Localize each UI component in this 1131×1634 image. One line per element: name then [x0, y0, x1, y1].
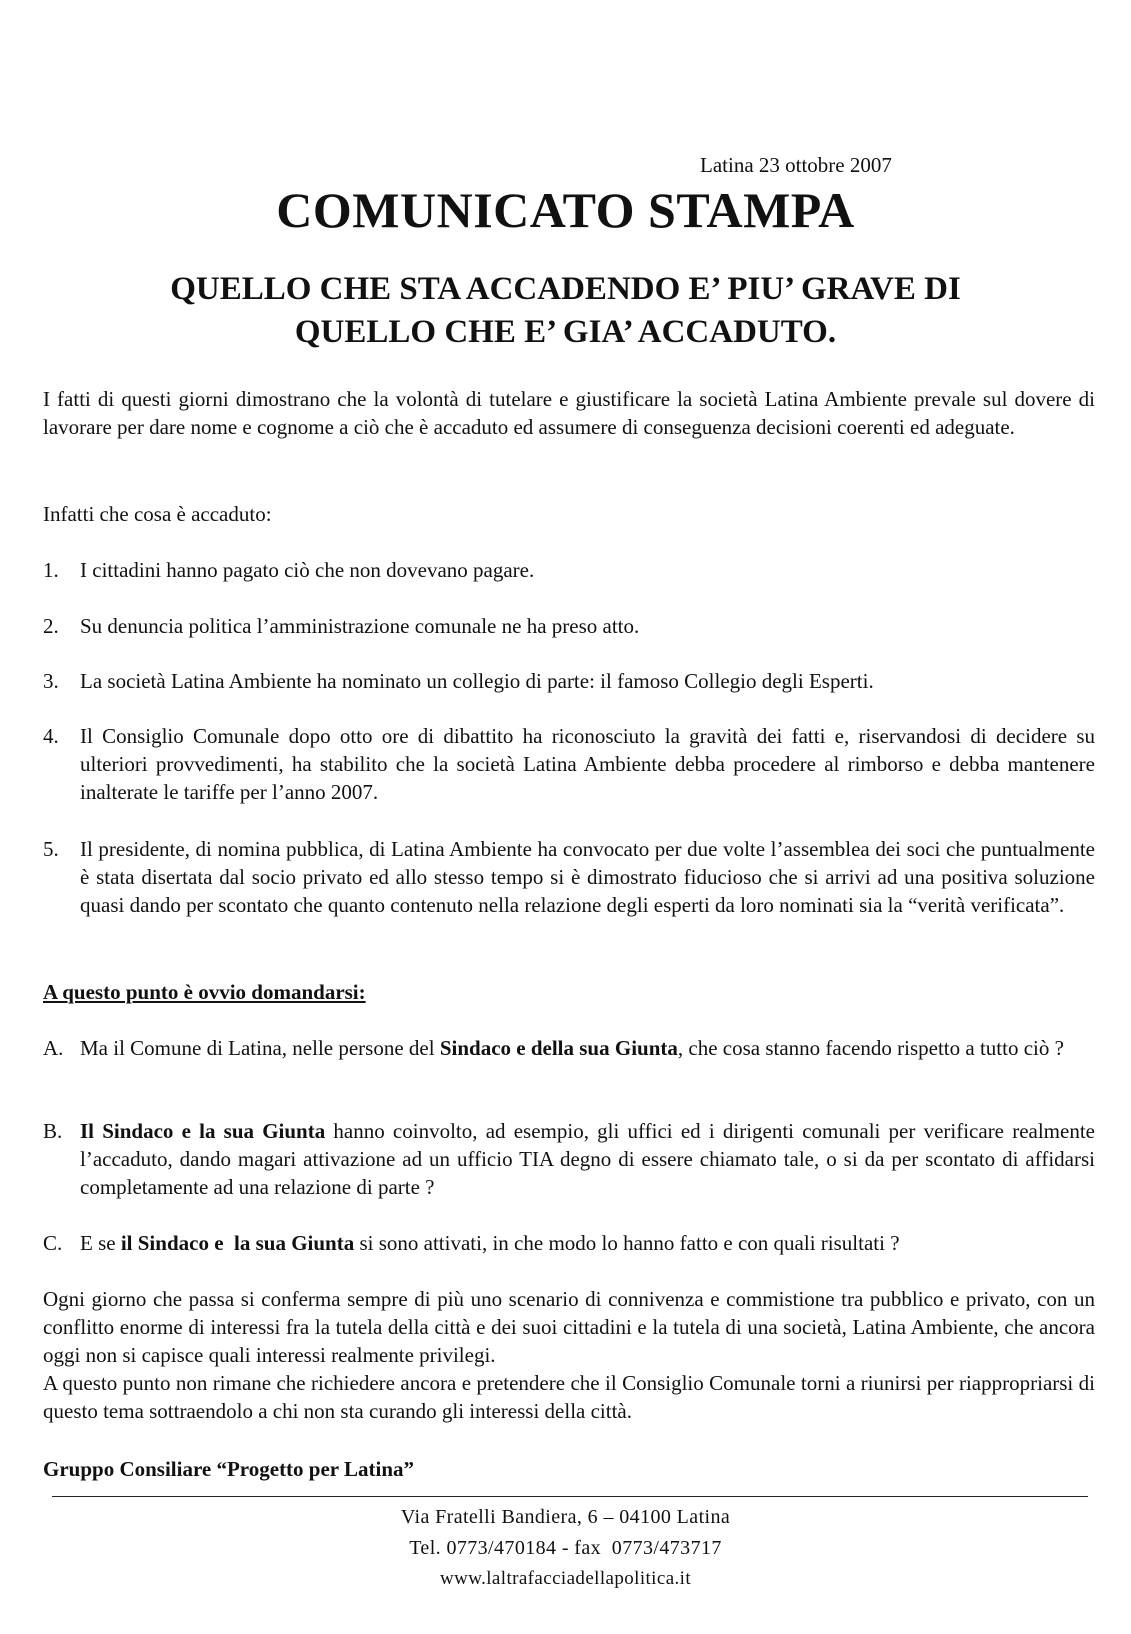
footer-phone: Tel. 0773/470184 - fax 0773/473717: [409, 1537, 722, 1559]
fact-text: Su denuncia politica l’amministrazione comunale ne ha preso atto.: [80, 614, 640, 638]
question-text-part: hanno coinvolto, ad esempio, gli uffici ed i dirigenti comunali per verificare realmente l’accaduto, dando magari attivazione ad un ufficio TIA degno di essere chiamato tale, o si da per scontato di affidarsi completamente ad una relazione di parte ?: [80, 1119, 1095, 1199]
question-text-part: Ma il Comune di Latina, nelle persone del: [80, 1036, 440, 1060]
footer-address: Via Fratelli Bandiera, 6 – 04100 Latina: [400, 1506, 731, 1528]
fact-item-3: [43, 667, 1095, 695]
list-marker: 1.: [43, 558, 59, 582]
fact-text: I cittadini hanno pagato ciò che non dovevano pagare.: [80, 558, 535, 582]
intro-question: Infatti che cosa è accaduto:: [43, 502, 272, 526]
closing-paragraph-2: A questo punto non rimane che richiedere ancora e pretendere che il Consiglio Comunale torni a riunirsi per riappropriarsi di questo tema sottraendolo a chi non sta curando gli interessi della città.: [43, 1371, 1095, 1423]
list-marker: A.: [43, 1036, 64, 1060]
signature: Gruppo Consiliare “Progetto per Latina”: [43, 1457, 415, 1481]
list-marker: 5.: [43, 837, 59, 861]
fact-text: Il presidente, di nomina pubblica, di Latina Ambiente ha convocato per due volte l’assemblea dei soci che puntualmente è stata disertata dal socio privato ed allo stesso tempo si è dimostrato fiducioso che si arrivi ad una positiva soluzione quasi dando per scontato che quanto contenuto nella relazione degli esperti da loro nominati sia la “verità verificata”.: [80, 837, 1095, 917]
fact-item-2: [43, 612, 1095, 640]
question-text-part: si sono attivati, in che modo lo hanno fatto e con quali risultati ?: [354, 1231, 900, 1255]
intro-paragraph: I fatti di questi giorni dimostrano che la volontà di tutelare e giustificare la società Latina Ambiente prevale sul dovere di lavorare per dare nome e cognome a ciò che è accaduto ed assumere di conseguenza decisioni coerenti ed adeguate.: [43, 387, 1095, 439]
list-marker: C.: [43, 1231, 63, 1255]
fact-item-5: [43, 835, 1095, 919]
headline-line-2: QUELLO CHE E’ GIA’ ACCADUTO.: [294, 314, 837, 350]
fact-text: La società Latina Ambiente ha nominato un collegio di parte: il famoso Collegio degli Esperti.: [80, 669, 874, 693]
list-marker: 2.: [43, 614, 59, 638]
question-text-part: , che cosa stanno facendo rispetto a tutto ciò ?: [677, 1036, 1064, 1060]
question-text-bold: Sindaco e della sua Giunta: [439, 1036, 678, 1060]
question-text: [80, 1034, 1095, 1062]
headline-line-1: QUELLO CHE STA ACCADENDO E’ PIU’ GRAVE DI: [170, 271, 961, 307]
question-item-c: [43, 1229, 1095, 1257]
question-item-b: [43, 1117, 1095, 1201]
document-title: COMUNICATO STAMPA: [276, 182, 855, 238]
question-text-bold: il Sindaco e la sua Giunta: [120, 1231, 355, 1255]
fact-item-4: [43, 722, 1095, 806]
list-marker: 4.: [43, 724, 59, 748]
question-text: [80, 1117, 1095, 1201]
question-heading: A questo punto è ovvio domandarsi:: [43, 980, 366, 1004]
question-text-bold: Il Sindaco e la sua Giunta: [80, 1119, 326, 1143]
document-date: Latina 23 ottobre 2007: [700, 153, 892, 177]
fact-item-1: [43, 556, 1095, 584]
list-marker: B.: [43, 1119, 63, 1143]
footer-website: www.laltrafacciadellapolitica.it: [439, 1568, 692, 1589]
list-marker: 3.: [43, 669, 59, 693]
question-text: [80, 1229, 1095, 1257]
footer-divider: [52, 1496, 1088, 1497]
fact-text: Il Consiglio Comunale dopo otto ore di dibattito ha riconosciuto la gravità dei fatti e, riservandosi di decidere su ulteriori provvedimenti, ha stabilito che la società Latina Ambiente debba procedere al rimborso e debba mantenere inalterate le tariffe per l’anno 2007.: [80, 724, 1095, 804]
closing-paragraph-1: Ogni giorno che passa si conferma sempre di più uno scenario di connivenza e commistione tra pubblico e privato, con un conflitto enorme di interessi fra la tutela della città e dei suoi cittadini e la tutela di una società, Latina Ambiente, che ancora oggi non si capisce quali interessi realmente privilegi.: [43, 1287, 1095, 1367]
headline: [0, 268, 1131, 354]
question-text-part: E se: [80, 1231, 121, 1255]
question-item-a: [43, 1034, 1095, 1062]
